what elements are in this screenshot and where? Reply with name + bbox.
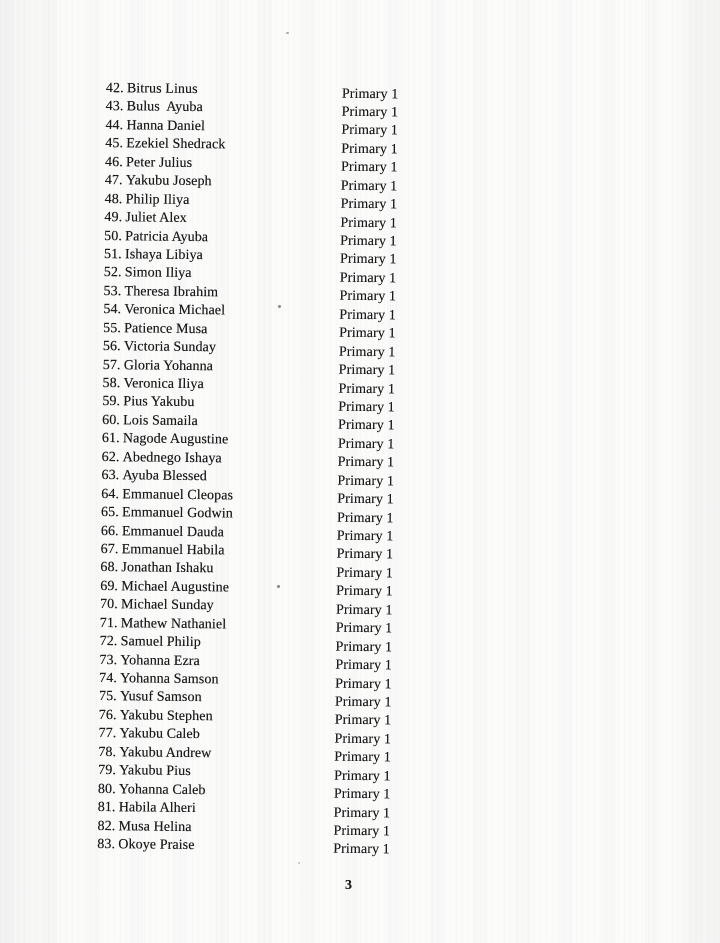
student-number: 61.: [101, 431, 120, 447]
student-number: 58.: [102, 375, 121, 392]
class-label: Primary 1: [340, 196, 398, 213]
scan-speck: [298, 862, 300, 864]
student-name: Gloria Yohanna: [123, 357, 214, 374]
student-name: Okoye Praise: [118, 837, 195, 853]
student-number: 65.: [101, 505, 119, 521]
student-name: Yakubu Stephen: [119, 708, 213, 725]
student-number: 82.: [97, 818, 116, 834]
class-label: Primary 1: [334, 731, 392, 748]
class-label: Primary 1: [340, 233, 397, 250]
class-label: Primary 1: [335, 639, 393, 655]
student-number: 47.: [104, 173, 123, 189]
student-name: Hanna Daniel: [126, 118, 206, 135]
student-name: Simon Iliya: [124, 265, 192, 282]
student-name: Patience Musa: [124, 320, 208, 337]
class-label: Primary 1: [336, 510, 394, 526]
class-label: Primary 1: [333, 786, 391, 803]
student-number: 64.: [101, 486, 120, 502]
class-label: Primary 1: [333, 823, 391, 840]
student-number: 75.: [98, 689, 117, 705]
student-number: 78.: [98, 744, 117, 760]
student-name: Victoria Sunday: [123, 339, 217, 356]
class-label: Primary 1: [335, 657, 392, 674]
student-name: Bulus Ayuba: [126, 99, 203, 116]
student-number: 72.: [99, 634, 118, 650]
student-name: Musa Helina: [118, 818, 192, 835]
student-number: 57.: [102, 357, 121, 373]
student-name: Ishaya Libiya: [124, 247, 203, 264]
student-number: 54.: [103, 302, 122, 318]
student-number: 56.: [102, 339, 121, 355]
class-label: Primary 1: [337, 436, 395, 453]
class-label: Primary 1: [333, 805, 391, 821]
student-number: 45.: [105, 136, 124, 152]
student-name: Yakubu Andrew: [119, 744, 212, 761]
student-name: Abednego Ishaya: [122, 449, 222, 467]
student-number: 81.: [97, 800, 116, 816]
student-number: 49.: [104, 210, 123, 226]
student-number: 71.: [99, 615, 118, 631]
class-label: Primary 1: [339, 307, 396, 324]
student-name: Veronica Iliya: [123, 376, 204, 393]
student-name: Jonathan Ishaku: [121, 560, 214, 577]
student-number: 52.: [103, 265, 122, 281]
student-number: 63.: [101, 468, 120, 484]
class-label: Primary 1: [337, 473, 395, 489]
student-name: Pius Yakubu: [123, 394, 195, 411]
student-number: 76.: [98, 707, 117, 724]
class-label: Primary 1: [340, 215, 397, 231]
class-label: Primary 1: [336, 583, 393, 600]
class-label: Primary 1: [339, 325, 396, 342]
student-name: Ezekiel Shedrack: [126, 136, 226, 153]
student-name: Ayuba Blessed: [122, 468, 207, 485]
class-label: Primary 1: [337, 454, 395, 471]
student-number: 59.: [102, 394, 121, 410]
student-name: Yohanna Ezra: [120, 652, 200, 669]
student-name: Patricia Ayuba: [125, 228, 209, 245]
student-name: Philip Iliya: [125, 191, 190, 208]
class-label: Primary 1: [334, 768, 391, 784]
class-label: Primary 1: [333, 842, 390, 858]
class-label: Primary 1: [338, 362, 396, 379]
student-name: Emmanuel Godwin: [122, 505, 233, 522]
student-name: Habila Alheri: [118, 800, 196, 817]
student-name: Yakubu Caleb: [119, 726, 200, 743]
student-name: Michael Sunday: [120, 597, 214, 614]
student-name: Theresa Ibrahim: [124, 284, 219, 301]
class-label: Primary 1: [338, 381, 396, 397]
student-number: 60.: [102, 412, 121, 429]
student-name: Juliet Alex: [125, 210, 187, 226]
student-name: Michael Augustine: [121, 579, 230, 596]
student-number: 73.: [99, 652, 118, 668]
student-number: 70.: [99, 597, 118, 613]
class-label: Primary 1: [339, 270, 397, 287]
student-number: 48.: [104, 191, 123, 207]
student-roster: [97, 80, 526, 859]
student-number: 46.: [104, 154, 123, 170]
class-label: Primary 1: [339, 252, 397, 268]
student-number: 77.: [98, 726, 117, 742]
class-label: Primary 1: [335, 620, 393, 637]
student-number: 66.: [100, 523, 119, 539]
student-number: 68.: [100, 560, 119, 576]
class-label: Primary 1: [338, 399, 395, 416]
scan-speck: [277, 585, 280, 588]
student-number: 80.: [97, 781, 116, 797]
student-number: 43.: [105, 99, 124, 115]
class-label: Primary 1: [336, 565, 394, 582]
class-label: Primary 1: [336, 528, 394, 545]
class-label: Primary 1: [338, 344, 396, 360]
class-label: Primary 1: [340, 178, 398, 194]
class-label: Primary 1: [335, 602, 393, 619]
student-row: [97, 836, 517, 859]
class-label: Primary 1: [340, 159, 398, 176]
student-number: 42.: [105, 80, 124, 97]
student-name: Yohanna Samson: [120, 671, 219, 688]
student-name: Bitrus Linus: [126, 81, 198, 98]
class-label: Primary 1: [334, 694, 392, 711]
class-label: Primary 1: [341, 104, 399, 121]
student-name: Mathew Nathaniel: [120, 615, 227, 633]
student-name: Emmanuel Cleopas: [122, 486, 234, 504]
student-name: Lois Samaila: [123, 413, 198, 429]
class-label: Primary 1: [336, 547, 394, 563]
student-name: Yakubu Joseph: [125, 173, 212, 190]
class-label: Primary 1: [341, 141, 398, 158]
student-number: 83.: [97, 836, 116, 853]
student-name: Yakubu Pius: [119, 763, 191, 780]
class-label: Primary 1: [338, 418, 395, 434]
student-number: 50.: [104, 228, 123, 244]
scan-speck: [286, 32, 289, 34]
student-name: Yusuf Samson: [119, 689, 202, 706]
class-label: Primary 1: [334, 749, 391, 766]
student-number: 55.: [103, 320, 122, 336]
class-label: Primary 1: [334, 713, 392, 729]
student-number: 69.: [100, 578, 119, 594]
student-number: 51.: [103, 246, 122, 263]
class-label: Primary 1: [337, 491, 394, 508]
student-name: Peter Julius: [125, 154, 193, 171]
student-number: 62.: [101, 449, 120, 465]
student-number: 53.: [103, 283, 122, 300]
scan-speck: [278, 305, 281, 308]
student-number: 79.: [98, 763, 117, 779]
student-number: 74.: [99, 670, 118, 687]
student-number: 44.: [105, 117, 124, 134]
student-name: Veronica Michael: [124, 302, 226, 319]
class-label: Primary 1: [341, 86, 399, 102]
page-number: 3: [345, 878, 353, 893]
student-name: Emmanuel Dauda: [121, 523, 225, 540]
class-label: Primary 1: [335, 676, 392, 692]
student-name: Yohanna Caleb: [118, 781, 206, 798]
class-label: Primary 1: [341, 123, 399, 139]
student-name: Nagode Augustine: [122, 431, 229, 448]
class-label: Primary 1: [339, 288, 397, 305]
student-number: 67.: [100, 541, 119, 558]
student-name: Emmanuel Habila: [121, 542, 225, 559]
student-name: Samuel Philip: [120, 634, 201, 651]
